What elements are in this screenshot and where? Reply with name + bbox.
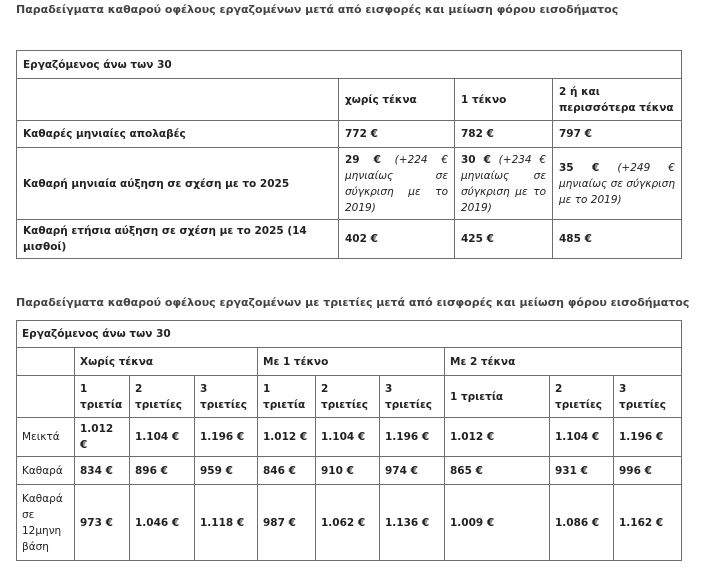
subcolumn-header: 1 τριετία bbox=[258, 376, 316, 418]
increase-value: 30 € bbox=[461, 153, 491, 166]
table-row bbox=[17, 121, 682, 148]
table-cell: 987 € bbox=[258, 485, 316, 561]
increase-note: (+234 € μηνιαίως σε σύγκριση με το 2019) bbox=[461, 153, 546, 214]
table-cell: 1.104 € bbox=[550, 418, 614, 457]
table-cell: 1.012 € bbox=[258, 418, 316, 457]
table1-col-two-children: 2 ή και περισσότερα τέκνα bbox=[553, 79, 682, 121]
table1-header-empty bbox=[17, 79, 339, 121]
table2-title: Εργαζόμενος άνω των 30 bbox=[17, 321, 682, 348]
table-row bbox=[17, 457, 682, 485]
table-cell: 425 € bbox=[455, 220, 553, 259]
page-heading-1: Παραδείγματα καθαρού οφέλους εργαζομένων μετά από εισφορές και μείωση φόρου εισοδήματος bbox=[16, 3, 619, 16]
table-cell: 996 € bbox=[614, 457, 682, 485]
table-cell: 402 € bbox=[339, 220, 455, 259]
table-cell: 931 € bbox=[550, 457, 614, 485]
subcolumn-header: 3 τριετίες bbox=[195, 376, 258, 418]
table-cell bbox=[553, 148, 682, 220]
subcolumn-header: 2 τριετίες bbox=[130, 376, 195, 418]
subcolumn-header: 1 τριετία bbox=[445, 376, 550, 418]
row-label: Καθαρές μηνιαίες απολαβές bbox=[17, 121, 339, 148]
row-label: Καθαρά bbox=[17, 457, 75, 485]
group-one-child: Με 1 τέκνο bbox=[258, 348, 445, 376]
table-cell: 974 € bbox=[380, 457, 445, 485]
table-cell: 1.196 € bbox=[195, 418, 258, 457]
table-cell: 1.104 € bbox=[130, 418, 195, 457]
increase-note: (+249 € μηνιαίως σε σύγκριση με το 2019) bbox=[559, 161, 675, 206]
group-two-children: Με 2 τέκνα bbox=[445, 348, 682, 376]
table-cell: 865 € bbox=[445, 457, 550, 485]
table1-col-one-child: 1 τέκνο bbox=[455, 79, 553, 121]
table-cell: 896 € bbox=[130, 457, 195, 485]
triennia-table bbox=[16, 320, 682, 561]
table-cell: 1.012 € bbox=[75, 418, 130, 457]
table-cell bbox=[455, 148, 553, 220]
table-row bbox=[17, 418, 682, 457]
group-no-children: Χωρίς τέκνα bbox=[75, 348, 258, 376]
table-cell: 1.136 € bbox=[380, 485, 445, 561]
table-cell: 772 € bbox=[339, 121, 455, 148]
subcolumn-header: 1 τριετία bbox=[75, 376, 130, 418]
table-cell: 834 € bbox=[75, 457, 130, 485]
table-cell: 485 € bbox=[553, 220, 682, 259]
table-cell: 1.118 € bbox=[195, 485, 258, 561]
increase-value: 29 € bbox=[345, 153, 381, 166]
table-cell: 1.104 € bbox=[316, 418, 380, 457]
table-cell: 910 € bbox=[316, 457, 380, 485]
table-cell: 1.009 € bbox=[445, 485, 550, 561]
row-label: Καθαρή μηνιαία αύξηση σε σχέση με το 2025 bbox=[17, 148, 339, 220]
table-row bbox=[17, 220, 682, 259]
table-cell bbox=[339, 148, 455, 220]
table-cell: 973 € bbox=[75, 485, 130, 561]
net-benefit-table bbox=[16, 50, 682, 259]
table-cell: 846 € bbox=[258, 457, 316, 485]
increase-value: 35 € bbox=[559, 161, 600, 174]
subcolumn-header: 3 τριετίες bbox=[380, 376, 445, 418]
table-cell: 1.046 € bbox=[130, 485, 195, 561]
table-cell: 1.012 € bbox=[445, 418, 550, 457]
table-cell: 782 € bbox=[455, 121, 553, 148]
table2-subheader-empty bbox=[17, 376, 75, 418]
table-cell: 797 € bbox=[553, 121, 682, 148]
row-label: Καθαρή ετήσια αύξηση σε σχέση με το 2025 (14 μισθοί) bbox=[17, 220, 339, 259]
subcolumn-header: 2 τριετίες bbox=[550, 376, 614, 418]
table-row bbox=[17, 485, 682, 561]
table-cell: 1.196 € bbox=[614, 418, 682, 457]
table1-title: Εργαζόμενος άνω των 30 bbox=[17, 51, 682, 79]
table-cell: 1.086 € bbox=[550, 485, 614, 561]
subcolumn-header: 2 τριετίες bbox=[316, 376, 380, 418]
increase-note: (+224 € μηνιαίως σε σύγκριση με το 2019) bbox=[345, 153, 448, 214]
table2-header-empty bbox=[17, 348, 75, 376]
table-cell: 1.196 € bbox=[380, 418, 445, 457]
subcolumn-header: 3 τριετίες bbox=[614, 376, 682, 418]
row-label: Καθαρά σε 12μηνη βάση bbox=[17, 485, 75, 561]
table-cell: 1.062 € bbox=[316, 485, 380, 561]
table-cell: 959 € bbox=[195, 457, 258, 485]
row-label: Μεικτά bbox=[17, 418, 75, 457]
table-row bbox=[17, 148, 682, 220]
table-cell: 1.162 € bbox=[614, 485, 682, 561]
page-heading-2: Παραδείγματα καθαρού οφέλους εργαζομένων με τριετίες μετά από εισφορές και μείωση φόρου εισοδήματος bbox=[16, 296, 690, 309]
table1-col-no-children: χωρίς τέκνα bbox=[339, 79, 455, 121]
